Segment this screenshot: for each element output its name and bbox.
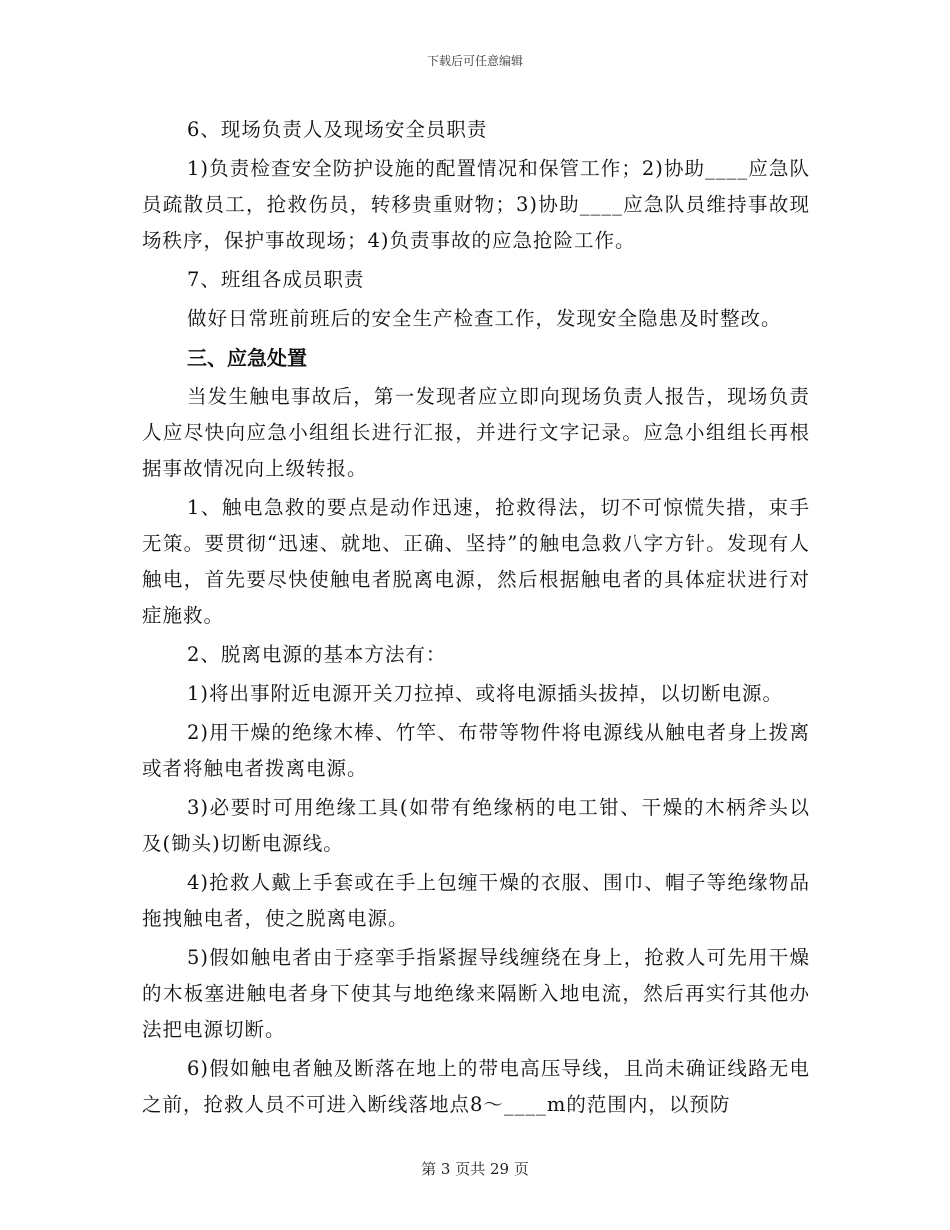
section-heading: 三、应急处置 (187, 346, 307, 370)
paragraph: 1)负责检查安全防护设施的配置情况和保管工作；2)协助____应急队员疏散员工，抢救伤员，转移贵重财物；3)协助____应急队员维持事故现场秩序，保护事故现场；4)负责事故的应急抢险工作。 (142, 157, 810, 252)
subsection-title: 6、现场负责人及现场安全员职责 (187, 118, 488, 141)
paragraph: 做好日常班前班后的安全生产检查工作，发现安全隐患及时整改。 (187, 307, 782, 330)
paragraph: 3)必要时可用绝缘工具(如带有绝缘柄的电工钳、干燥的木柄斧头以及(锄头)切断电源线。 (142, 796, 810, 855)
paragraph: 5)假如触电者由于痉挛手指紧握导线缠绕在身上，抢救人可先用干燥的木板塞进触电者身下使其与地绝缘来隔断入地电流，然后再实行其他办法把电源切断。 (142, 946, 810, 1041)
paragraph: 当发生触电事故后，第一发现者应立即向现场负责人报告，现场负责人应尽快向应急小组组长进行汇报，并进行文字记录。应急小组组长再根据事故情况向上级转报。 (142, 385, 810, 480)
document-body (142, 112, 810, 1123)
page-header: 下载后可任意编辑 (426, 54, 523, 68)
paragraph: 2、脱离电源的基本方法有： (187, 643, 447, 666)
subsection-title: 7、班组各成员职责 (187, 268, 365, 291)
paragraph: 4)抢救人戴上手套或在手上包缠干燥的衣服、围巾、帽子等绝缘物品拖拽触电者，使之脱离电源。 (142, 871, 810, 930)
paragraph: 1、触电急救的要点是动作迅速，抢救得法，切不可惊慌失措，束手无策。要贯彻“迅速、就地、正确、坚持”的触电急救八字方针。发现有人触电，首先要尽快使触电者脱离电源，然后根据触电者的具体症状进行对症施救。 (142, 496, 810, 627)
page-footer: 第 3 页共 29 页 (421, 1160, 529, 1178)
paragraph: 1)将出事附近电源开关刀拉掉、或将电源插头拔掉，以切断电源。 (187, 682, 784, 705)
paragraph: 2)用干燥的绝缘木棒、竹竿、布带等物件将电源线从触电者身上拨离或者将触电者拨离电源。 (142, 721, 810, 780)
paragraph: 6)假如触电者触及断落在地上的带电高压导线，且尚未确证线路无电之前，抢救人员不可进入断线落地点8～____m的范围内，以预防 (142, 1057, 810, 1116)
